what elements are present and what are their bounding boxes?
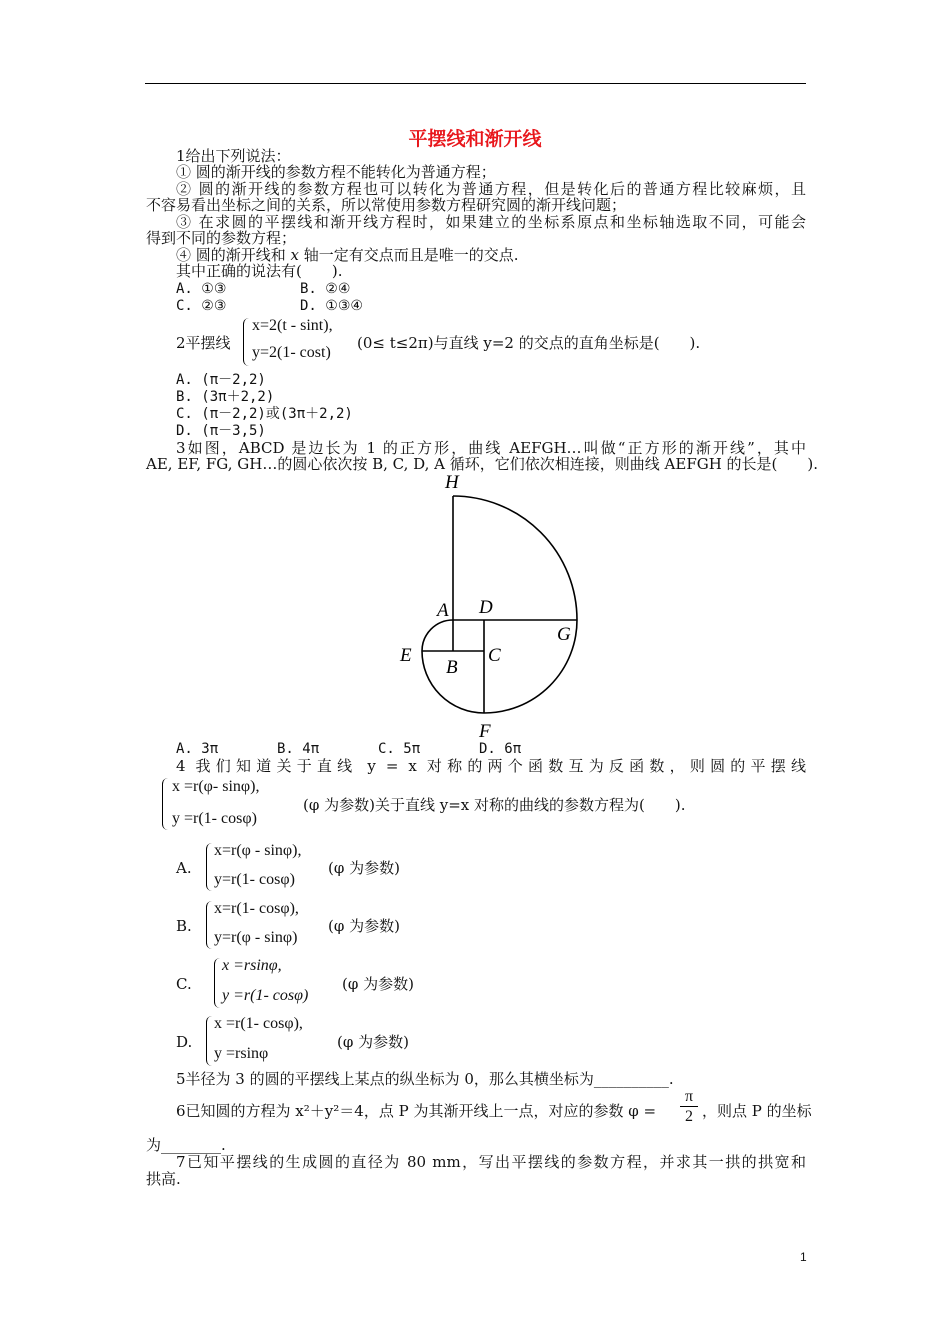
q1-option-b[interactable]: B. ②④: [300, 281, 351, 297]
q4-option-a-eq-x: x=r(φ - sinφ),: [214, 842, 302, 859]
q4-option-b-brace: [206, 901, 213, 949]
q1-statement-1: ① 圆的渐开线的参数方程不能转化为普通方程；: [176, 163, 496, 181]
q4-eq-x: x =r(φ- sinφ),: [172, 778, 260, 795]
q4-option-b-label: B.: [176, 917, 192, 935]
q7-line-1: 7已知平摆线的生成圆的直径为 80 mm，写出平摆线的参数方程，并求其一拱的拱宽和: [176, 1153, 806, 1171]
q1-ask: 其中正确的说法有( ).: [176, 262, 343, 280]
label-c: C: [488, 645, 501, 666]
q4-brace: [162, 778, 169, 830]
header-rule: [145, 83, 806, 84]
q2-pre: 2平摆线: [176, 334, 231, 352]
q2-eq-x: x=2(t - sint),: [252, 317, 333, 334]
label-e: E: [400, 645, 412, 666]
q3-option-d[interactable]: D. 6π: [479, 741, 522, 757]
q2-option-d[interactable]: D. (π－3,5): [176, 423, 266, 439]
q4-option-a-brace: [206, 843, 213, 891]
q4-option-b-param: (φ 为参数): [328, 917, 400, 935]
q3-option-c[interactable]: C. 5π: [378, 741, 421, 757]
q4-post: (φ 为参数)关于直线 y=x 对称的曲线的参数方程为( ).: [303, 796, 686, 814]
q1-statement-3b: 得到不同的参数方程；: [146, 229, 297, 247]
q2-eq-y: y=2(1- cost): [252, 344, 331, 361]
page-title: 平摆线和渐开线: [408, 128, 542, 150]
q1-stem: 1给出下列说法：: [176, 147, 291, 165]
page-number: 1: [800, 1250, 807, 1264]
label-g: G: [557, 624, 571, 645]
q4-option-a-eq-y: y=r(1- cosφ): [214, 871, 295, 888]
q4-option-d-label: D.: [176, 1033, 193, 1051]
q4-option-a-param: (φ 为参数): [328, 859, 400, 877]
q6-pre: 6已知圆的方程为 x²＋y²＝4，点 P 为其渐开线上一点，对应的参数 φ =: [176, 1102, 657, 1120]
q6-fraction: [680, 1088, 698, 1127]
q2-option-c[interactable]: C. (π－2,2)或(3π＋2,2): [176, 406, 353, 422]
q6-post: ，则点 P 的坐标: [702, 1102, 812, 1120]
q6-fraction-numerator: π: [684, 1088, 694, 1105]
q4-option-c-eq-x: x =rsinφ,: [222, 957, 282, 974]
label-h: H: [445, 472, 459, 493]
q1-statement-2a: ② 圆的渐开线的参数方程也可以转化为普通方程，但是转化后的普通方程比较麻烦，且: [176, 180, 806, 198]
square-involute-figure: [395, 468, 590, 740]
q4-option-d-eq-x: x =r(1- cosφ),: [214, 1015, 303, 1032]
q3-option-b[interactable]: B. 4π: [277, 741, 320, 757]
q1-statement-4: ④ 圆的渐开线和 x 轴一定有交点而且是唯一的交点.: [176, 246, 519, 264]
q3-line-2: AE, EF, FG, GH…的圆心依次按 B, C, D, A 循环，它们依次相连接，则曲线 AEFGH 的长是( ).: [146, 455, 819, 473]
q1-option-c[interactable]: C. ②③: [176, 298, 227, 314]
q4-option-b-eq-y: y=r(φ - sinφ): [214, 929, 298, 946]
arc-gh: [453, 496, 577, 620]
q2-brace: [243, 318, 250, 366]
q4-eq-y: y =r(1- cosφ): [172, 810, 257, 827]
q4-option-d-eq-y: y =rsinφ: [214, 1045, 269, 1062]
q6-line-2: 为________.: [146, 1136, 226, 1154]
q5-text: 5半径为 3 的圆的平摆线上某点的纵坐标为 0，那么其横坐标为__________.: [176, 1070, 674, 1088]
arc-ae: [422, 620, 453, 651]
q2-option-a[interactable]: A. (π－2,2): [176, 372, 266, 388]
q4-option-d-param: (φ 为参数): [337, 1033, 409, 1051]
q4-option-a-label: A.: [176, 859, 192, 877]
q1-statement-3a: ③ 在求圆的平摆线和渐开线方程时，如果建立的坐标系原点和坐标轴选取不同，可能会: [176, 213, 806, 231]
q3-line-1: 3如图，ABCD 是边长为 1 的正方形，曲线 AEFGH…叫做“正方形的渐开线”，其中: [176, 439, 806, 457]
q1-statement-2b: 不容易看出坐标之间的关系，所以常使用参数方程研究圆的渐开线问题；: [146, 196, 627, 214]
q4-option-b-eq-x: x=r(1- cosφ),: [214, 900, 299, 917]
q7-line-2: 拱高.: [146, 1170, 181, 1188]
label-d: D: [479, 597, 493, 618]
q6-fraction-denominator: 2: [685, 1108, 693, 1125]
q4-line-1: 4 我们知道关于直线 y = x 对称的两个函数互为反函数，则圆的平摆线: [176, 757, 806, 775]
label-f: F: [479, 721, 491, 740]
q4-option-c-eq-y: y =r(1- cosφ): [222, 987, 309, 1004]
q3-option-a[interactable]: A. 3π: [176, 741, 219, 757]
q1-option-a[interactable]: A. ①③: [176, 281, 227, 297]
q2-post: (0≤ t≤2π)与直线 y=2 的交点的直角坐标是( ).: [357, 334, 701, 352]
q4-option-d-brace: [206, 1016, 213, 1066]
q4-option-c-param: (φ 为参数): [342, 975, 414, 993]
q1-option-d[interactable]: D. ①③④: [300, 298, 363, 314]
q2-option-b[interactable]: B. (3π＋2,2): [176, 389, 275, 405]
label-b: B: [446, 657, 458, 678]
label-a: A: [437, 600, 449, 621]
q4-option-c-brace: [214, 958, 221, 1008]
q4-option-c-label: C.: [176, 975, 192, 993]
